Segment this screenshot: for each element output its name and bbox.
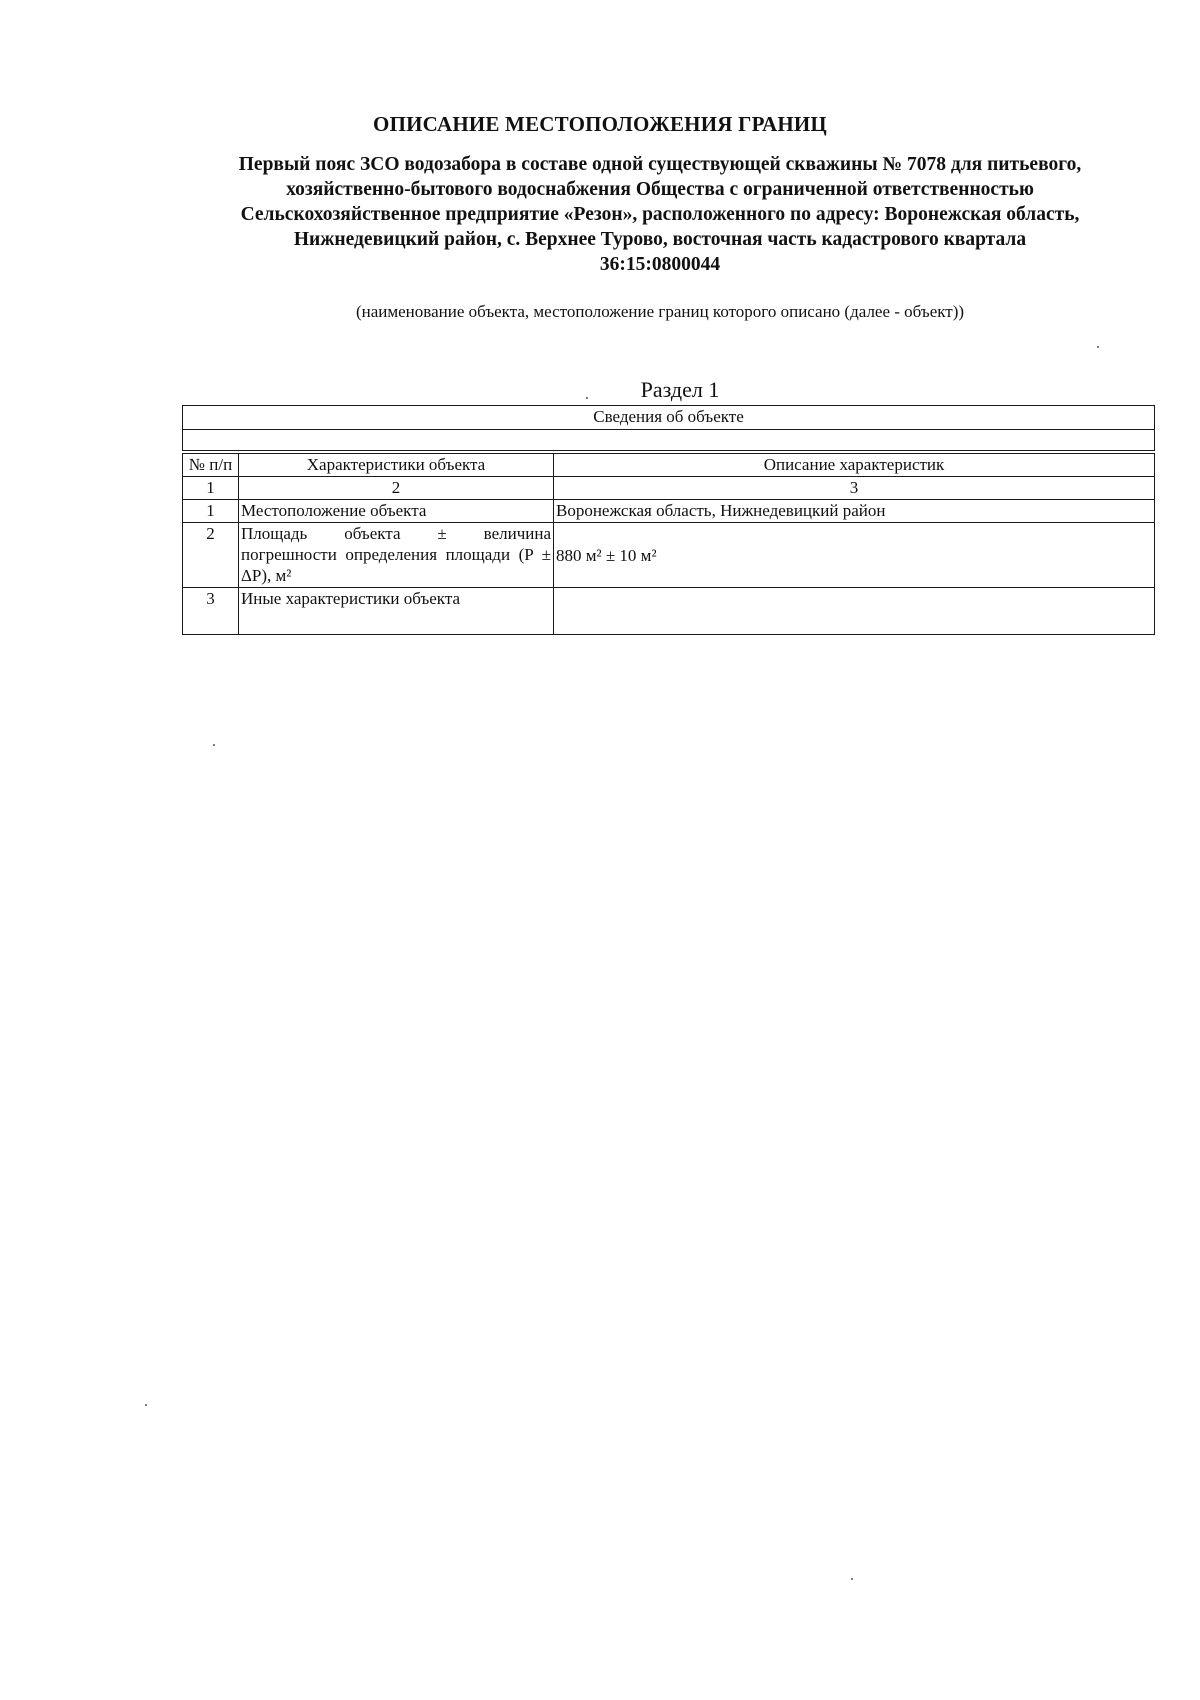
row-characteristic: Иные характеристики объекта [239, 588, 554, 635]
row-description [554, 588, 1155, 635]
scan-speck [586, 397, 588, 399]
table-empty-row [183, 430, 1155, 451]
object-name-line: Сельскохозяйственное предприятие «Резон», расположенного по адресу: Воронежская область, [240, 204, 1080, 225]
row-num: 2 [183, 523, 239, 588]
row-characteristic: Местоположение объекта [239, 500, 554, 523]
row-num: 1 [183, 500, 239, 523]
object-caption: (наименование объекта, местоположение границ которого описано (далее - объект)) [355, 302, 965, 321]
header-characteristic: Характеристики объекта [239, 454, 554, 477]
table-caption: Сведения об объекте [183, 406, 1155, 430]
column-number: 1 [183, 477, 239, 500]
object-name [180, 152, 1140, 277]
object-info-table [182, 405, 1155, 635]
row-num: 3 [183, 588, 239, 635]
table-empty-cell [183, 430, 1155, 451]
object-name-line: 36:15:0800044 [599, 254, 721, 275]
scan-speck [145, 1404, 147, 1406]
scan-speck [851, 1578, 853, 1580]
scan-speck [1097, 346, 1099, 348]
column-number: 3 [554, 477, 1155, 500]
table-column-numbers-row [183, 477, 1155, 500]
scan-speck [213, 744, 215, 746]
table-row [183, 588, 1155, 635]
section-title: Раздел 1 [640, 377, 720, 402]
table-header-row [183, 454, 1155, 477]
header-description: Описание характеристик [554, 454, 1155, 477]
table-caption-row [183, 406, 1155, 430]
document-title: ОПИСАНИЕ МЕСТОПОЛОЖЕНИЯ ГРАНИЦ [373, 112, 827, 136]
object-name-line: хозяйственно-бытового водоснабжения Общества с ограниченной ответственностью [286, 179, 1034, 200]
object-name-line: Нижнедевицкий район, с. Верхнее Турово, восточная часть кадастрового квартала [293, 229, 1027, 250]
object-name-line: Первый пояс ЗСО водозабора в составе одной существующей скважины № 7078 для питьевого, [238, 154, 1082, 175]
table-row [183, 523, 1155, 588]
row-characteristic: Площадь объекта ± величина погрешности определения площади (P ± ΔP), м² [239, 523, 554, 588]
row-description: 880 м² ± 10 м² [554, 523, 1155, 588]
table-row [183, 500, 1155, 523]
row-description: Воронежская область, Нижнедевицкий район [554, 500, 1155, 523]
header-num: № п/п [183, 454, 239, 477]
column-number: 2 [239, 477, 554, 500]
